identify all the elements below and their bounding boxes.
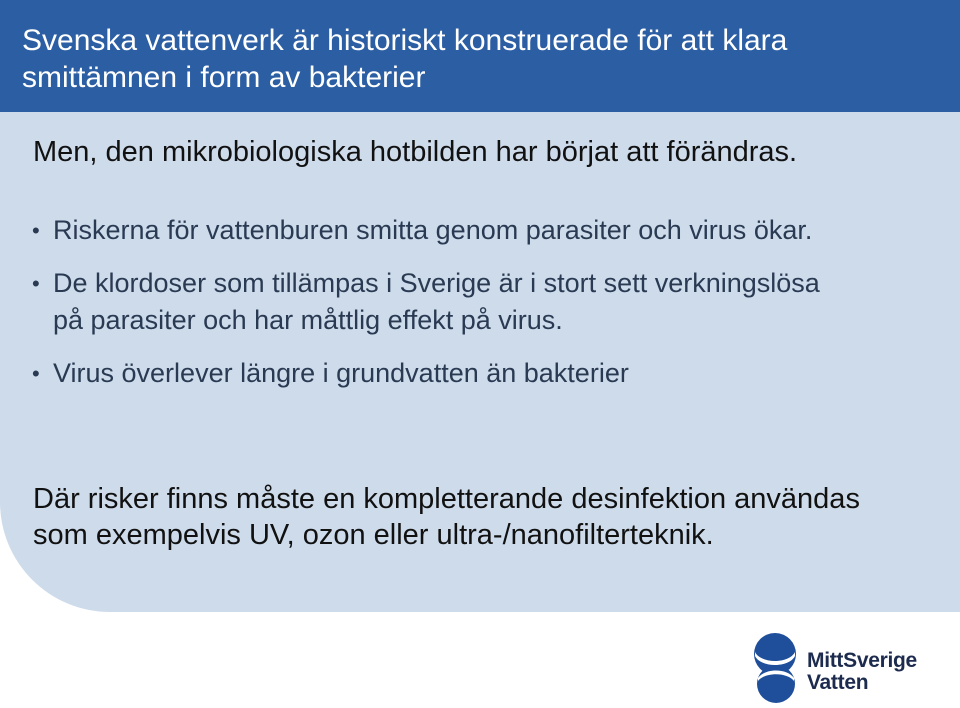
slide-title: [22, 22, 942, 96]
intro-text: Men, den mikrobiologiska hotbilden har börjat att förändras.: [33, 136, 798, 168]
company-logo: [751, 632, 941, 704]
bullet-text-continued: på parasiter och har måttlig effekt på virus.: [53, 305, 563, 335]
bullet-list: [30, 212, 950, 408]
bullet-dot-icon: •: [32, 218, 40, 243]
closing-line-1: Där risker finns måste en kompletterande desinfektion användas: [33, 483, 860, 515]
logo-line-2: Vatten: [807, 671, 869, 694]
bullet-text: Virus överlever längre i grundvatten än bakterier: [53, 358, 629, 388]
water-drops-logo-icon: [751, 632, 801, 704]
bullet-dot-icon: •: [32, 271, 40, 296]
slide-title-line-2: smittämnen i form av bakterier: [22, 61, 426, 94]
bullet-item: [30, 265, 950, 339]
bullet-dot-icon: •: [32, 361, 40, 386]
closing-line-2: som exempelvis UV, ozon eller ultra-/nanofilterteknik.: [33, 519, 714, 551]
logo-wordmark: [807, 650, 917, 694]
bullet-item: [30, 212, 950, 249]
bullet-text: De klordoser som tillämpas i Sverige är i stort sett verkningslösa: [53, 268, 820, 298]
bullet-item: [30, 355, 950, 392]
logo-line-1: MittSverige: [807, 649, 917, 672]
slide-title-line-1: Svenska vattenverk är historiskt konstruerade för att klara: [22, 24, 788, 57]
bullet-text: Riskerna för vattenburen smitta genom parasiter och virus ökar.: [53, 215, 813, 245]
closing-text: [33, 481, 943, 553]
